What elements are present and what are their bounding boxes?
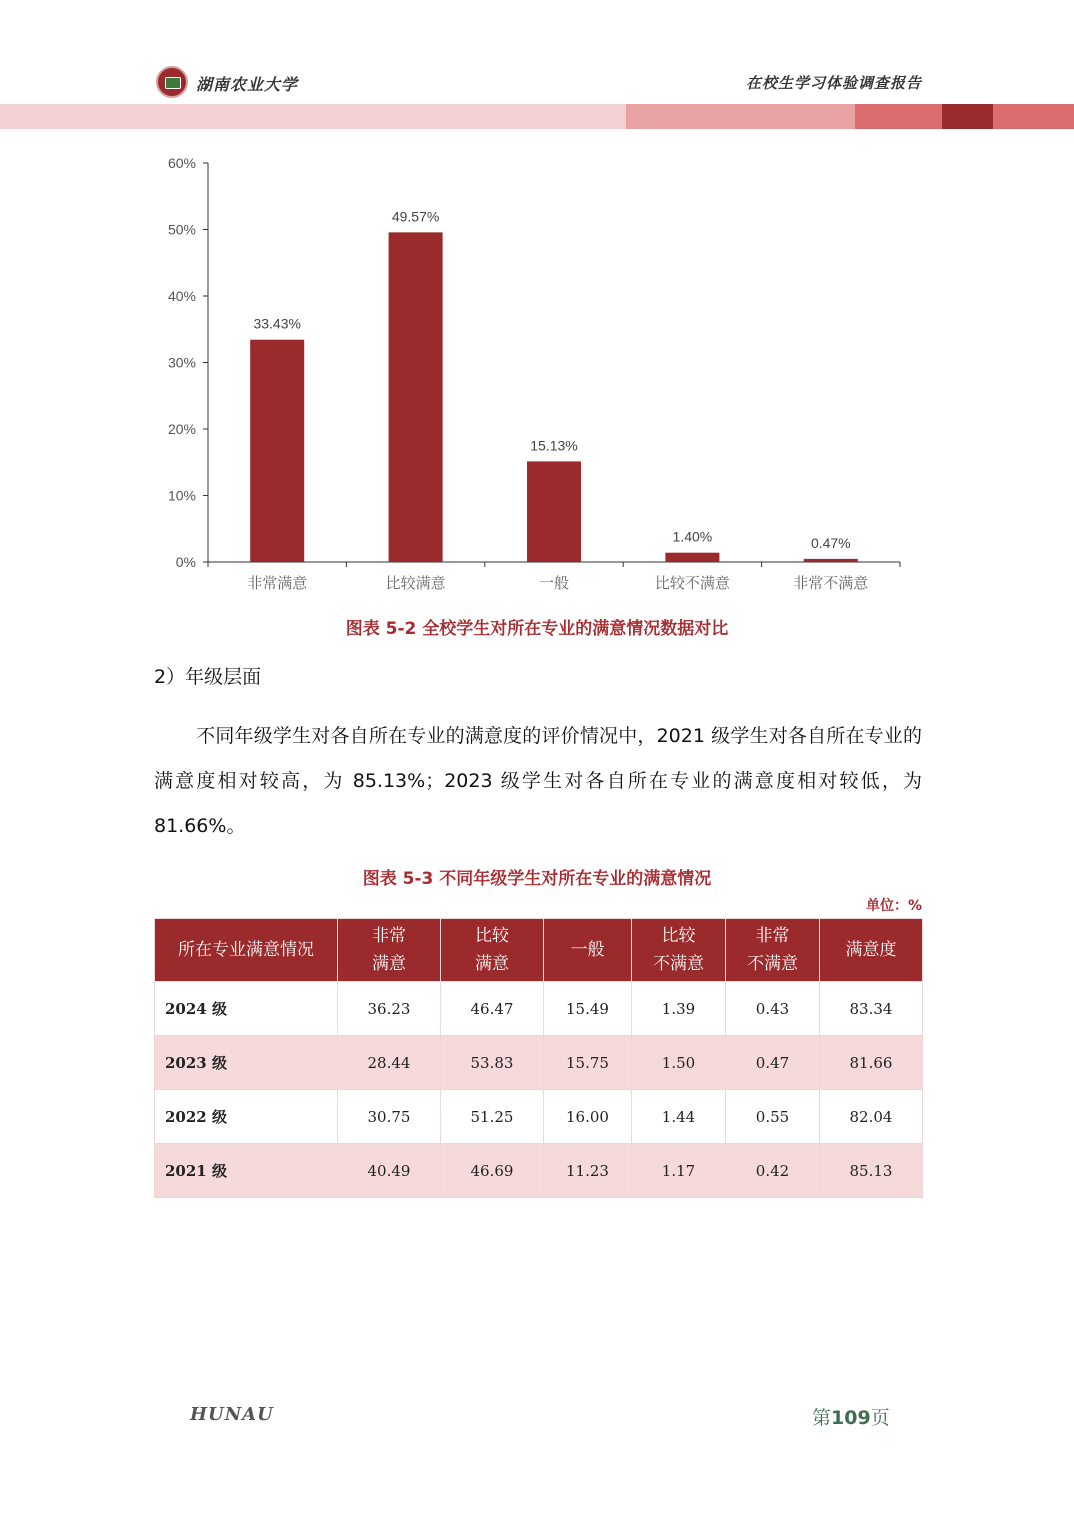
bar-data-label: 0.47% xyxy=(810,534,851,551)
table-cell: 46.69 xyxy=(441,1144,544,1198)
bar xyxy=(389,232,443,562)
body-paragraph xyxy=(154,714,922,849)
bar-data-label: 33.43% xyxy=(253,315,301,332)
table-cell: 53.83 xyxy=(441,1036,544,1090)
header-cell-fairly-satisfied xyxy=(441,919,544,982)
row-grade: 2022 级 xyxy=(155,1090,338,1144)
bar xyxy=(527,461,581,562)
y-tick-label: 50% xyxy=(167,221,196,238)
satisfaction-bar-chart xyxy=(150,150,920,610)
x-category-label: 一般 xyxy=(538,574,570,592)
y-tick-label: 20% xyxy=(167,421,196,437)
header-text: 比较 xyxy=(475,926,509,946)
chart-caption: 图表 5-2 全校学生对所在专业的满意情况数据对比 xyxy=(345,619,729,639)
header-cell-very-satisfied xyxy=(338,919,441,982)
header-text: 满意 xyxy=(475,954,509,974)
table-cell: 51.25 xyxy=(441,1090,544,1144)
header-cell-satisfaction xyxy=(820,919,923,982)
header-cell-category xyxy=(155,919,338,982)
header-band-light xyxy=(0,104,626,129)
bar-data-label: 49.57% xyxy=(391,208,440,225)
row-grade: 2023 级 xyxy=(155,1036,338,1090)
y-tick-label: 40% xyxy=(167,288,196,304)
header-text: 满意度 xyxy=(845,940,897,960)
x-category-label: 比较不满意 xyxy=(654,574,730,592)
table-cell: 0.42 xyxy=(726,1144,820,1198)
header-band-dark xyxy=(942,104,993,129)
table-caption: 图表 5-3 不同年级学生对所在专业的满意情况 xyxy=(362,869,712,889)
table-cell: 1.39 xyxy=(632,982,726,1036)
table-cell: 30.75 xyxy=(338,1090,441,1144)
table-cell: 28.44 xyxy=(338,1036,441,1090)
page-header xyxy=(0,0,1074,130)
university-logo-icon xyxy=(156,66,188,98)
header-text: 比较 xyxy=(661,926,696,946)
header-cell-very-dissatisfied xyxy=(726,919,820,982)
table-cell: 36.23 xyxy=(338,982,441,1036)
header-text: 所在专业满意情况 xyxy=(178,940,314,960)
table-header-row xyxy=(155,919,923,982)
table-cell: 0.47 xyxy=(726,1036,820,1090)
table-row xyxy=(155,1090,923,1144)
table-row xyxy=(155,1144,923,1198)
table-cell: 11.23 xyxy=(544,1144,632,1198)
header-band-mid xyxy=(626,104,855,129)
x-category-label: 非常不满意 xyxy=(793,574,869,592)
table-cell: 16.00 xyxy=(544,1090,632,1144)
row-grade: 2021 级 xyxy=(155,1144,338,1198)
page-number xyxy=(812,1403,890,1430)
page-suffix: 页 xyxy=(870,1407,890,1429)
table-unit: 单位：% xyxy=(865,898,922,914)
table-cell: 1.50 xyxy=(632,1036,726,1090)
header-band-strong xyxy=(855,104,942,129)
table-cell: 83.34 xyxy=(820,982,923,1036)
x-category-label: 非常满意 xyxy=(247,574,308,592)
table-cell: 82.04 xyxy=(820,1090,923,1144)
header-text: 非常 xyxy=(755,926,790,946)
bar xyxy=(804,559,858,562)
table-row xyxy=(155,1036,923,1090)
x-category-label: 比较满意 xyxy=(385,574,446,592)
header-cell-fairly-dissatisfied xyxy=(632,919,726,982)
bar xyxy=(250,340,304,562)
y-tick-label: 30% xyxy=(167,354,196,371)
bar-data-label: 15.13% xyxy=(530,437,578,454)
table-cell: 0.55 xyxy=(726,1090,820,1144)
table-cell: 15.75 xyxy=(544,1036,632,1090)
header-text: 不满意 xyxy=(653,954,704,974)
table-row xyxy=(155,982,923,1036)
section-heading: 2）年级层面 xyxy=(154,666,262,688)
paragraph-text: 不同年级学生对各自所在专业的满意度的评价情况中，2021 级学生对各自所在专业的满意度相对较高，为 85.13%；2023 级学生对各自所在专业的满意度相对较低，为 81.66%。 xyxy=(154,725,922,837)
table-cell: 1.44 xyxy=(632,1090,726,1144)
bar-data-label: 1.40% xyxy=(672,528,713,545)
report-title: 在校生学习体验调查报告 xyxy=(745,74,922,92)
header-cell-neutral xyxy=(544,919,632,982)
table-cell: 0.43 xyxy=(726,982,820,1036)
y-tick-label: 60% xyxy=(167,155,196,171)
table-cell: 85.13 xyxy=(820,1144,923,1198)
bar xyxy=(665,553,719,562)
header-band-end xyxy=(993,104,1074,129)
page-prefix: 第 xyxy=(812,1407,832,1429)
header-text: 一般 xyxy=(570,940,605,960)
y-tick-label: 0% xyxy=(175,554,196,570)
header-text: 非常 xyxy=(372,926,406,946)
header-text: 不满意 xyxy=(747,954,798,974)
table-cell: 1.17 xyxy=(632,1144,726,1198)
table-cell: 46.47 xyxy=(441,982,544,1036)
page-number-value: 109 xyxy=(831,1407,871,1429)
header-text: 满意 xyxy=(372,954,406,974)
footer-brand: HUNAU xyxy=(190,1404,274,1425)
row-grade: 2024 级 xyxy=(155,982,338,1036)
school-name: 湖南农业大学 xyxy=(196,75,299,94)
grade-satisfaction-table xyxy=(154,918,923,1198)
table-cell: 40.49 xyxy=(338,1144,441,1198)
y-tick-label: 10% xyxy=(167,487,196,504)
table-cell: 81.66 xyxy=(820,1036,923,1090)
table-cell: 15.49 xyxy=(544,982,632,1036)
